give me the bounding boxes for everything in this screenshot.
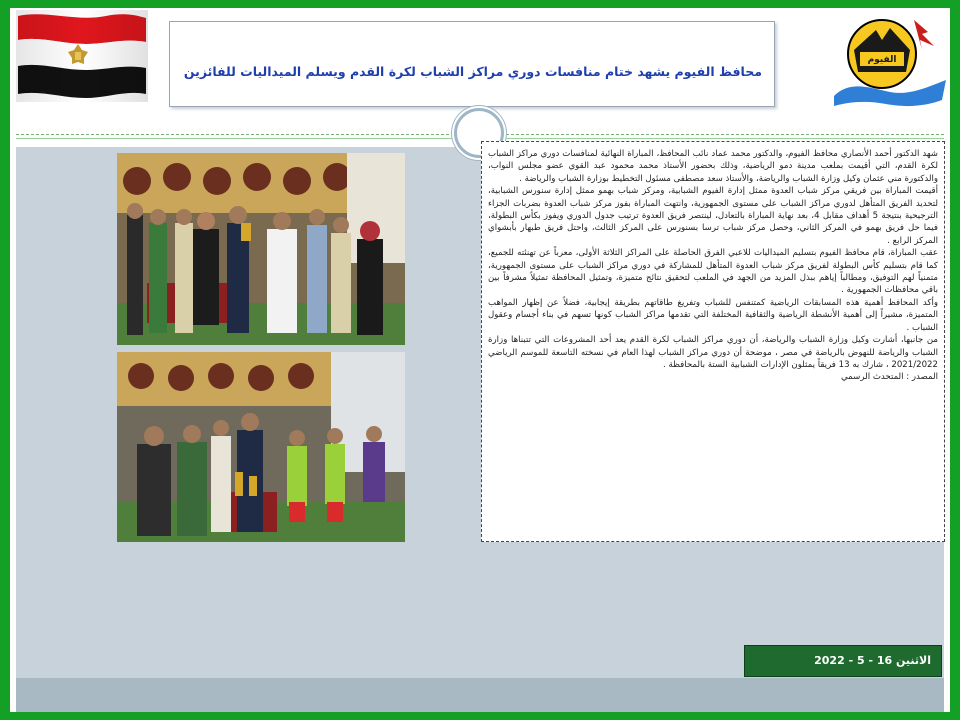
ceremony-photo-trophy-handover [117, 153, 405, 345]
page-sheet [10, 8, 950, 712]
egypt-flag-icon [16, 10, 148, 102]
ceremony-photo-medals [117, 352, 405, 542]
article-paragraph: وأكد المحافظ أهمية هذه المسابقات الرياضية كمتنفس للشباب وتفريغ طاقاتهم بطريقة إيجابية، فضلاً عن إظهار المواهب المتميزة، مشيراً إلى أهمية الأنشطة الرياضية والثقافية المختلفة التي تقدمها مراكز الشباب كونها تسهم في بناء أجسام وعقول الشباب . [488, 297, 938, 333]
headline-box [169, 21, 775, 107]
article-body [488, 148, 938, 384]
footer-band [16, 678, 944, 712]
headline-title: محافظ الفيوم يشهد ختام منافسات دوري مراكز الشباب لكرة القدم ويسلم الميداليات للفائزين [183, 64, 762, 79]
date-bar [744, 645, 942, 677]
article-paragraph: أقيمت المباراة بين فريقي مركز شباب العدوة ممثل إدارة الفيوم الشبابية، ومركز شباب بهمو ممثل إدارة سنورس الشبابية، لتحديد الفريق المتأهل لدوري مراكز الشباب على مستوى الجمهورية، وانتهت المباراة بفوز مركز شباب العدوة بضربات الجزاء الترجيحية بنتيجة 5 أهداف مقابل 4، بعد نهاية المباراة بالتعادل، لينتصر فريق العدوة ترتيب جدول الدوري ويفوز بكأس البطولة، فيما حل فريق بهمو في المركز الثاني، وحصل مركز شباب ترسا بسنورس على المركز الثالث، واحتل فريق طبهار بأبشواي المركز الرابع . [488, 186, 938, 246]
article-paragraph: عقب المباراة، قام محافظ الفيوم بتسليم الميداليات للاعبي الفرق الحاصلة على المراكز الثلاثة الأولى، معرباً عن تهنئته للجميع، كما قام بتسليم كأس البطولة لفريق مركز شباب العدوة المتأهل للمشاركة في دوري مراكز الشباب على مستوى الجمهورية، متمنياً لهم التوفيق، ومطالباً إياهم ببذل المزيد من الجهد في الملعب لتحقيق نتائج متميزة، وتمثيل المحافظة تمثيلاً مشرفاً بين باقي محافظات الجمهورية . [488, 248, 938, 296]
article-box [481, 141, 945, 542]
svg-text:الفيوم: الفيوم [867, 55, 897, 65]
publication-date: الاثنين 16 - 5 - 2022 [814, 654, 931, 667]
article-paragraph: من جانبها، أشارت وكيل وزارة الشباب والرياضة، أن دوري مراكز الشباب لكرة القدم يعد أحد المشروعات التي تتبناها وزارة الشباب والرياضة للنهوض بالرياضة في مصر ، موضحة أن دوري مراكز الشباب لهذا العام في نسخته التاسعة للموسم الرياضي 2021/2022 ، شارك به 13 فريقاً يمثلون الإدارات الشبابية الستة بالمحافظة . [488, 335, 938, 370]
article-source: المصدر : المتحدث الرسمي [841, 372, 938, 383]
fayoum-governorate-logo [830, 10, 948, 110]
article-paragraph: شهد الدكتور أحمد الأنصاري محافظ الفيوم، والدكتور محمد عماد نائب المحافظ، المباراة النهائية لمنافسات دوري مراكز الشباب لكرة القدم، التي أقيمت بملعب مدينة دمو الرياضية، وذلك بحضور الأستاذ محمد محمود عبد القوي عضو مجلس النواب، والدكتورة مني عثمان وكيل وزارة الشباب والرياضة، والأستاذ سعد مصطفى مسئول التخطيط بوزارة الشباب والرياضة . [488, 149, 938, 184]
